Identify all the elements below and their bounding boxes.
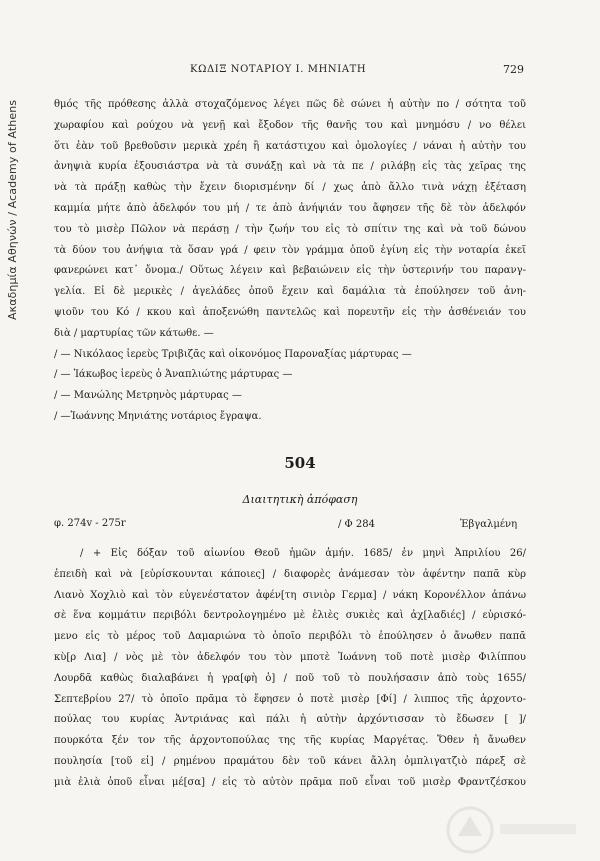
text-line: φανερώνει κατ᾽ ὄνομα./ Οὕτως λέγειν καὶ βεβαιώνειν εἰς τὴν ὑστερινήν του παρανγ- [54, 265, 526, 277]
text-line: σὲ ἕνα κομμάτιν περιβόλι δεντρολογημένο μὲ ἐλιὲς συκιὲς καὶ ἀχ[λαδιές] / εὑρισκό- [54, 610, 526, 622]
document-number: 504 [284, 454, 316, 472]
text-line: νὰ τὰ πράξῃ καθὼς τὴν ἔχειν διορισμένην δί / χως ἀπὸ ἄλλο τινὰ νάχῃ ἐξέταση [54, 182, 526, 194]
text-line: πουλησία [τοῦ εἰ] / ρημένου πραμάτου δὲν τοῦ κάνει ἄλλη ὀμπλιγατζιὸ πάρεξ σὲ [54, 755, 526, 767]
text-line: χωραφίου καὶ ρούχου νὰ γενῇ καὶ ἔξοδον τῆς θανῆς του καὶ μνημόσυ / νο θέλει [54, 119, 526, 131]
witness-line: / — Ἰάκωβος ἱερεὺς ὁ Ἀναπλιώτης μάρτυρας — [54, 369, 293, 381]
text-line: κὺ[ρ Λια] / νὸς μὲ τὸν ἀδελφόν του τὸν μποτὲ Ἰωάννη τοῦ ποτὲ μισὲρ Φιλίππου [54, 651, 526, 663]
document-status: Ἐβγαλμένη [460, 519, 518, 530]
text-line: πουρκότα ξέν τον τῆς ἀρχοντοπούλας της τῆς κυρίας Μαργέτας. Ὅθεν ἡ ἄνωθεν [54, 735, 526, 747]
archive-side-note: Ακαδημία Αθηνών / Academy of Athens [6, 99, 19, 320]
text-line: διὰ / μαρτυρίας τῶν κάτωθε. — [54, 327, 214, 339]
text-line: Σεπτεβρίου 27/ τὸ ὁποῖο πρᾶμα τὸ ἔφησεν ὁ ποτὲ μισὲρ [Φί] / λιππος τῆς ἀρχοντο- [54, 693, 526, 705]
text-line: γελία. Εἰ δὲ μερικὲς / ἀγελάδες ὁποῦ ἔχειν καὶ δαμάλια τὰ ἐπούλησεν τοῦ ἀνη- [54, 286, 526, 298]
notary-signature-line: / —Ἰωάννης Μηνιάτης νοτάριος ἔγραψα. [54, 410, 262, 422]
text-line: μενο εἰς τὸ μέρος τοῦ Δαμαριώνα τὸ ὁποῖο περιβόλι τὸ ἐπούλησεν ὁ ἄνωθεν παπᾶ [54, 631, 526, 643]
text-line: τὰ δύον του ἀνήψια τὰ ὅσαν γρά / φειν τὸν γράμμα ὁποῦ ἐγίνη εἰς τὴν νοταρία ἐκεῖ [54, 244, 526, 256]
previous-document-text [54, 95, 526, 428]
text-line: πούλας του κυρίας Ἀντριάνας καὶ πάλι ἡ αὐτὴν ἀρχόντισσαν τὸ ἔδωσεν [ ]/ [54, 714, 526, 726]
text-line: του τὸ μισὲρ Πῶλον νὰ περάσῃ / τὴν ζωήν του εἰς τὸ σπίτιν της καὶ νὰ τοῦ δώνου [54, 223, 526, 235]
witness-line: / — Μανώλης Μετρηνὸς μάρτυρας — [54, 390, 242, 402]
text-line: Λουρδᾶ καθὼς διαλαβάνει ἡ γρα[φὴ ὁ] / ποῦ τοῦ τὸ πουλήσασιν ἀπὸ τοὺς 1655/ [54, 672, 526, 684]
page-number: 729 [503, 63, 524, 76]
document-504-text [54, 544, 526, 794]
text-line: / + Εἰς δόξαν τοῦ αἰωνίου Θεοῦ ἡμῶν ἀμήν. 1685/ ἐν μηνὶ Ἀπριλίου 26/ [80, 548, 526, 559]
text-line: ψιοῦν του Κό / κκου καὶ ἀποξενώθη παντελῶς καὶ πορευτῆν εἰς τὴν ἀσθένειάν του [54, 306, 526, 318]
academy-watermark-icon [440, 800, 580, 860]
text-line: καμμία μήτε ἀπὸ ἀδελφόν του μή / τε ἀπὸ ἀνήψιάν του ἄφησεν τῆς δὲ τὸν ἀδελφόν [54, 202, 526, 214]
text-line: μιὰ ἐλιὰ ὁποῦ εἶναι μέ[σα] / εἰς τὸ αὐτὸν πρᾶμα ποῦ εἶναι τοῦ μισὲρ Φραντζέσκου [54, 776, 526, 788]
witness-line: / — Νικόλαος ἱερεὺς Τριβιζᾶς καὶ οἰκονόμος Παροναξίας μάρτυρας — [54, 348, 412, 360]
text-line: ἐπειδὴ καὶ νὰ [εὑρίσκουνται κάποιες] / διαφορὲς ἀνάμεσαν τὸν ἀφέντην παπᾶ κὺρ [54, 568, 526, 580]
text-line: ὅτι ἐὰν τοῦ βρεθοῦσιν μερικὰ χρέη ἢ κατάστιχου καὶ ὁμολογίες / νάναι ἡ αὐτὴν του [54, 140, 526, 152]
text-line: θμός τῆς πρόθεσης ἀλλὰ στοχαζόμενος λέγει πῶς δὲ σώνει ἡ αὐτὴν πο / σότητα τοῦ [54, 99, 526, 110]
document-subtitle: Διαιτητικὴ ἀπόφαση [242, 493, 358, 506]
catalog-reference: / Φ 284 [338, 519, 376, 530]
text-line: ἀνηψιὰ κυρία ἐξουσιάστρα νὰ τὰ συνάξῃ καὶ νὰ τὰ πε / ριλάβῃ εἰς τὰς χεῖρας της [54, 161, 526, 173]
running-head: ΚΩΔΙΞ ΝΟΤΑΡΙΟΥ Ι. ΜΗΝΙΑΤΗ [190, 64, 367, 75]
folio-reference: φ. 274v - 275r [54, 518, 126, 529]
text-line: Λιανὸ Χοχλιὸ καὶ τὸν εὐγενέστατον ἀφέν[τη σινιὸρ Γερμα] / νάκη Κορονέλλον ἀπάνω [54, 589, 526, 601]
